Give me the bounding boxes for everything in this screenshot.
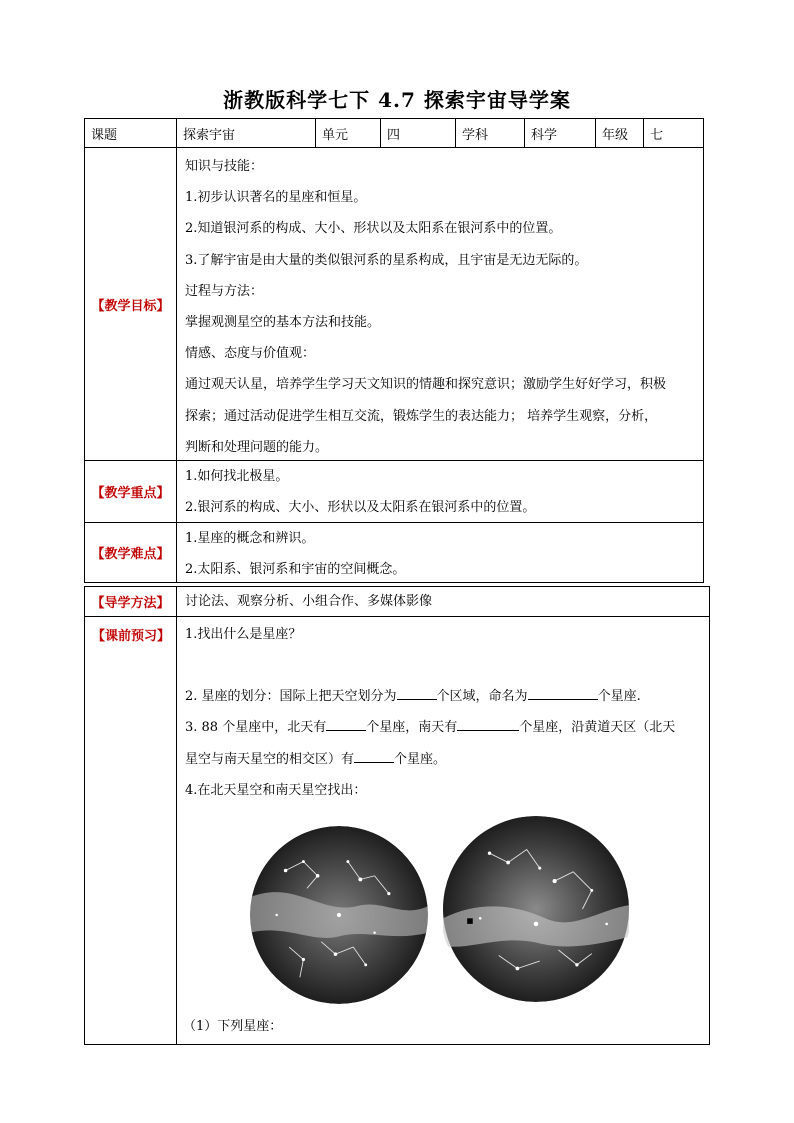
header-row	[85, 119, 703, 148]
header-cell-unit-label: 单元	[316, 119, 381, 147]
lesson-table	[84, 118, 704, 583]
preview-q2-text: 2. 星座的划分：国际上把天空划分为	[185, 689, 397, 705]
preview-q3-text: 3. 88 个星座中，北天有	[185, 720, 327, 736]
preview-q3-text: 个星座。	[394, 751, 447, 767]
key-points-line: 1.如何找北极星。	[185, 469, 289, 484]
preview-q2-text: 个区域，命名为	[436, 689, 528, 705]
difficulties-line: 1.星座的概念和辨识。	[185, 531, 315, 546]
objectives-line: 2.知道银河系的构成、大小、形状以及太阳系在银河系中的位置。	[185, 221, 562, 237]
key-points-content	[177, 461, 703, 522]
preview-content	[177, 617, 709, 1044]
blank-field	[397, 687, 437, 700]
south-sky-map-image	[440, 816, 632, 1002]
objectives-line: 掌握观测星空的基本方法和技能。	[185, 315, 381, 331]
header-cell-topic: 探索宇宙	[177, 119, 316, 147]
header-cell-unit: 四	[381, 119, 456, 147]
preview-sub1: （1）下列星座：	[183, 1019, 283, 1034]
objectives-line: 探索；通过活动促进学生相互交流，锻炼学生的表达能力； 培养学生观察，分析，	[185, 408, 658, 424]
header-cell-grade: 七	[650, 128, 664, 143]
preview-label: 【课前预习】	[91, 629, 170, 644]
key-points-row	[85, 461, 703, 523]
objectives-content	[177, 148, 703, 460]
preview-label-cell	[85, 617, 177, 1044]
header-cell-subject-label: 学科	[456, 119, 525, 147]
preview-q2	[185, 681, 701, 712]
methods-label: 【导学方法】	[85, 587, 177, 616]
preview-q2-text: 个星座.	[597, 689, 641, 705]
preview-q3-text: 个星座，沿黄道天区（北天	[519, 720, 676, 736]
objectives-line: 过程与方法：	[185, 283, 264, 299]
header-cell-grade-label: 年级	[596, 119, 644, 147]
difficulties-label: 【教学难点】	[85, 523, 177, 582]
key-points-label: 【教学重点】	[85, 461, 177, 522]
preview-q3-cont	[185, 744, 701, 775]
blank-field	[354, 750, 394, 763]
objectives-line: 判断和处理问题的能力。	[185, 439, 329, 455]
preview-q1: 1.找出什么是星座？	[185, 627, 302, 642]
preview-q4: 4.在北天星空和南天星空找出：	[185, 782, 367, 798]
objectives-row	[85, 148, 703, 461]
preview-q3-text: 星空与南天星空的相交区）有	[185, 751, 355, 767]
methods-content: 讨论法、观察分析、小组合作、多媒体影像	[185, 594, 433, 609]
objectives-line: 知识与技能：	[185, 159, 264, 174]
blank-field	[457, 718, 519, 731]
header-cell-topic-label: 课题	[85, 119, 177, 147]
difficulties-content	[177, 523, 703, 582]
header-cell-subject: 科学	[525, 119, 596, 147]
objectives-label: 【教学目标】	[85, 148, 177, 460]
objectives-line: 3.了解宇宙是由大量的类似银河系的星系构成，且宇宙是无边无际的。	[185, 252, 588, 268]
blank-field	[528, 687, 598, 700]
methods-row	[85, 587, 709, 617]
objectives-line: 通过观天认星，培养学生学习天文知识的情趣和探究意识；激励学生好好学习，积极	[185, 377, 667, 393]
preview-q3-text: 个星座，南天有	[366, 720, 458, 736]
difficulties-row	[85, 523, 703, 582]
north-sky-map-image	[250, 826, 428, 1004]
difficulties-line: 2.太阳系、银河系和宇宙的空间概念。	[185, 562, 406, 578]
blank-field	[326, 718, 366, 731]
objectives-line: 情感、态度与价值观：	[185, 346, 316, 362]
objectives-line: 1.初步认识著名的星座和恒星。	[185, 190, 367, 206]
document-title: 浙教版科学七下 4.7 探索宇宙导学案	[223, 88, 571, 112]
preview-q3	[185, 712, 701, 743]
key-points-line: 2.银河系的构成、大小、形状以及太阳系在银河系中的位置。	[185, 500, 536, 516]
